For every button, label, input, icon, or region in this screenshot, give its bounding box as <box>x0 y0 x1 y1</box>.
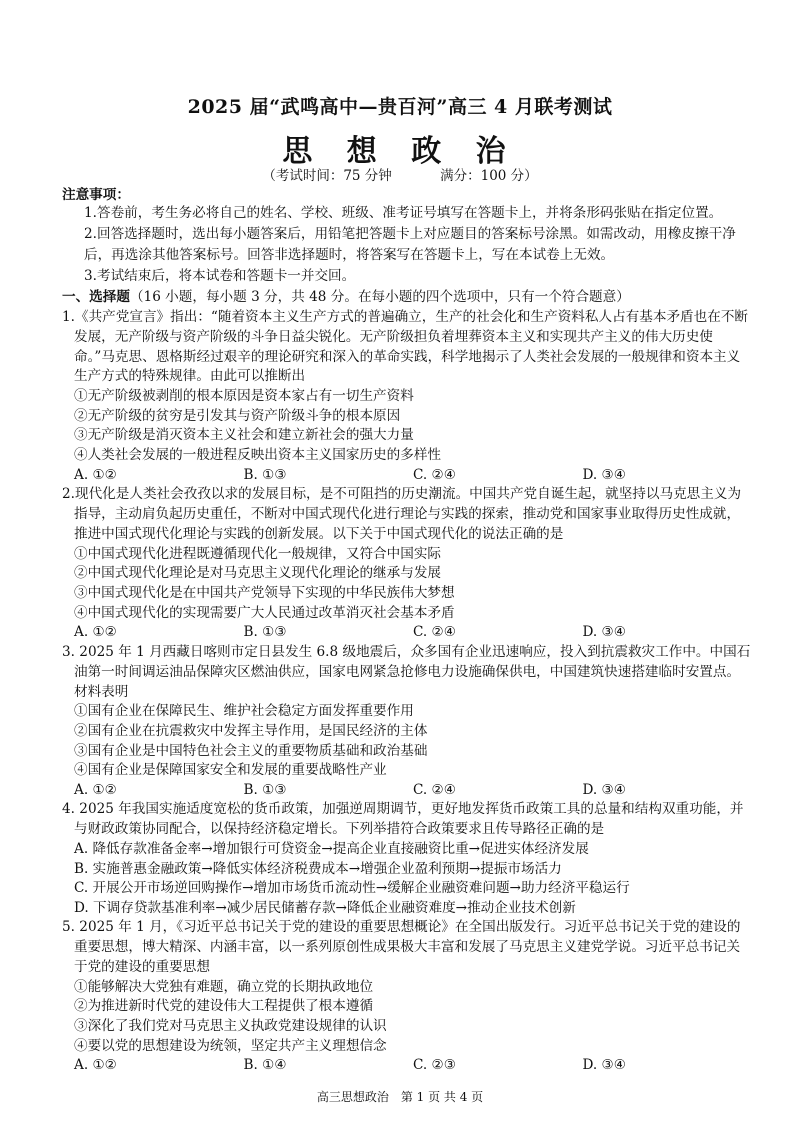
question-option: ③深化了我们党对马克思主义执政党建设规律的认识 <box>74 1018 387 1035</box>
question-option: ①国有企业在保障民生、维护社会稳定方面发挥重要作用 <box>74 703 414 720</box>
question-3 <box>62 643 752 801</box>
answer-choices <box>62 781 752 801</box>
choice-d: D. ③④ <box>582 1057 626 1074</box>
question-option: ④要以党的思想建设为统领，坚定共产主义理想信念 <box>74 1037 387 1054</box>
notice-item-2: 2.回答选择题时，选出每小题答案后，用铅笔把答题卡上对应题目的答案标号涂黑。如需改动，用橡皮擦干净后，再选涂其他答案标号。回答非选择题时，将答案写在答题卡上，写在本试卷上无效。 <box>84 226 736 263</box>
question-option: ②为推进新时代党的建设伟大工程提供了根本遵循 <box>74 998 374 1015</box>
exam-time: （考试时间：75 分钟 <box>262 168 392 184</box>
section-label: 一、选择题 <box>62 289 130 305</box>
choice-c: C. ②④ <box>413 781 456 798</box>
choice-c: C. 开展公开市场逆回购操作→增加市场货币流动性→缓解企业融资难问题→助力经济平稳运行 <box>74 880 630 897</box>
choice-a: A. ①② <box>74 466 117 483</box>
choice-d: D. ③④ <box>582 624 626 641</box>
question-option: ④中国式现代化的实现需要广大人民通过改革消灭社会基本矛盾 <box>74 604 455 621</box>
question-option: ①无产阶级被剥削的根本原因是资本家占有一切生产资料 <box>74 388 414 405</box>
question-option: ②国有企业在抗震救灾中发挥主导作用，是国民经济的主体 <box>74 722 428 739</box>
answer-choices <box>62 466 752 486</box>
question-2 <box>62 485 752 643</box>
choice-b: B. 实施普惠金融政策→降低实体经济税费成本→增强企业盈利预期→提振市场活力 <box>74 860 562 877</box>
question-option: ③中国式现代化是在中国共产党领导下实现的中华民族伟大梦想 <box>74 584 455 601</box>
exam-info <box>0 164 800 184</box>
question-stem: 1.《共产党宣言》指出：“随着资本主义生产方式的普遍确立，生产的社会化和生产资料私人占有基本矛盾也在不断发展，无产阶级与资产阶级的斗争日益尖锐化。无产阶级担负着埋葬资本主义和实现共产主义的伟大历史使命。”马克思、恩格斯经过艰辛的理论研究和深入的革命实践，科学地揭示了人类社会发展的一般规律和资本主义生产方式的特殊规律。由此可以推断出 <box>62 309 749 385</box>
question-option: ②中国式现代化理论是对马克思主义现代化理论的继承与发展 <box>74 565 442 582</box>
exam-title: 2025 届“武鸣高中—贵百河”高三 4 月联考测试 <box>187 96 613 118</box>
question-4 <box>62 800 752 918</box>
question-option: ④人类社会发展的一般进程反映出资本主义国家历史的多样性 <box>74 446 442 463</box>
question-option: ②无产阶级的贫穷是引发其与资产阶级斗争的根本原因 <box>74 407 401 424</box>
question-option: ①中国式现代化进程既遵循现代化一般规律，又符合中国实际 <box>74 545 442 562</box>
choice-c: C. ②③ <box>413 1057 456 1074</box>
choice-a: A. ①② <box>74 781 117 798</box>
question-stem: 5. 2025 年 1 月，《习近平总书记关于党的建设的重要思想概论》在全国出版发行。习近平总书记关于党的建设的重要思想，博大精深、内涵丰富，以一系列原创性成果极大丰富和发展了马克思主义建党学说。习近平总书记关于党的建设的重要思想 <box>62 919 741 976</box>
choice-b: B. ①③ <box>243 624 287 641</box>
choice-d: D. ③④ <box>582 781 626 798</box>
section-heading <box>62 287 752 308</box>
section-desc: （16 小题，每小题 3 分，共 48 分。在每小题的四个选项中，只有一个符合题意） <box>129 289 630 305</box>
exam-content <box>62 183 752 1076</box>
question-option: ④国有企业是保障国家安全和发展的重要战略性产业 <box>74 762 387 779</box>
question-stem: 3. 2025 年 1 月西藏日喀则市定日县发生 6.8 级地震后，众多国有企业迅速响应，投入到抗震救灾工作中。中国石油第一时间调运油品保障灾区燃油供应，国家电网紧急抢修电力设施确保供电，中国建筑快速搭建临时安置点。材料表明 <box>62 643 751 700</box>
notice-item-3: 3.考试结束后，将本试卷和答题卡一并交回。 <box>84 268 356 284</box>
exam-score: 满分：100 分） <box>440 168 538 184</box>
question-1 <box>62 308 752 485</box>
question-option: ①能够解决大党独有难题，确立党的长期执政地位 <box>74 978 374 995</box>
notice-item-1: 1.答卷前，考生务必将自己的姓名、学校、班级、准考证号填写在答题卡上，并将条形码张贴在指定位置。 <box>84 205 723 221</box>
choice-a: A. 降低存款准备金率→增加银行可贷资金→提高企业直接融资比重→促进实体经济发展 <box>74 841 589 858</box>
choice-d: D. 下调存贷款基准利率→减少居民储蓄存款→降低企业融资难度→推动企业技术创新 <box>74 899 576 916</box>
choice-b: B. ①③ <box>243 781 287 798</box>
answer-choices <box>62 623 752 643</box>
choice-c: C. ②④ <box>413 466 456 483</box>
notice-heading: 注意事项： <box>62 187 130 203</box>
answer-choices <box>62 1056 752 1076</box>
choice-c: C. ②④ <box>413 624 456 641</box>
question-stem: 2.现代化是人类社会孜孜以求的发展目标，是不可阻挡的历史潮流。中国共产党自诞生起，就坚持以马克思主义为指导，主动肩负起历史重任，不断对中国式现代化进行理论与实践的探索，推动党和国家事业取得历史性成就，推进中国式现代化理论与实践的创新发展。以下关于中国式现代化的说法正确的是 <box>62 486 742 542</box>
question-option: ③无产阶级是消灭资本主义社会和建立新社会的强大力量 <box>74 427 414 444</box>
question-stem: 4. 2025 年我国实施适度宽松的货币政策，加强逆周期调节，更好地发挥货币政策工具的总量和结构双重功能，并与财政政策协同配合，以保持经济稳定增长。下列举措符合政策要求且传导路径正确的是 <box>62 801 744 838</box>
question-option: ③国有企业是中国特色社会主义的重要物质基础和政治基础 <box>74 742 428 759</box>
choice-d: D. ③④ <box>582 466 626 483</box>
choice-b: B. ①③ <box>243 466 287 483</box>
subject-title: 思 想 政 治 <box>282 134 518 169</box>
page-footer: 高三思想政治 第 1 页 共 4 页 <box>316 1090 484 1104</box>
question-5 <box>62 918 752 1076</box>
choice-a: A. ①② <box>74 624 117 641</box>
choice-b: B. ①④ <box>243 1057 287 1074</box>
choice-a: A. ①② <box>74 1057 117 1074</box>
